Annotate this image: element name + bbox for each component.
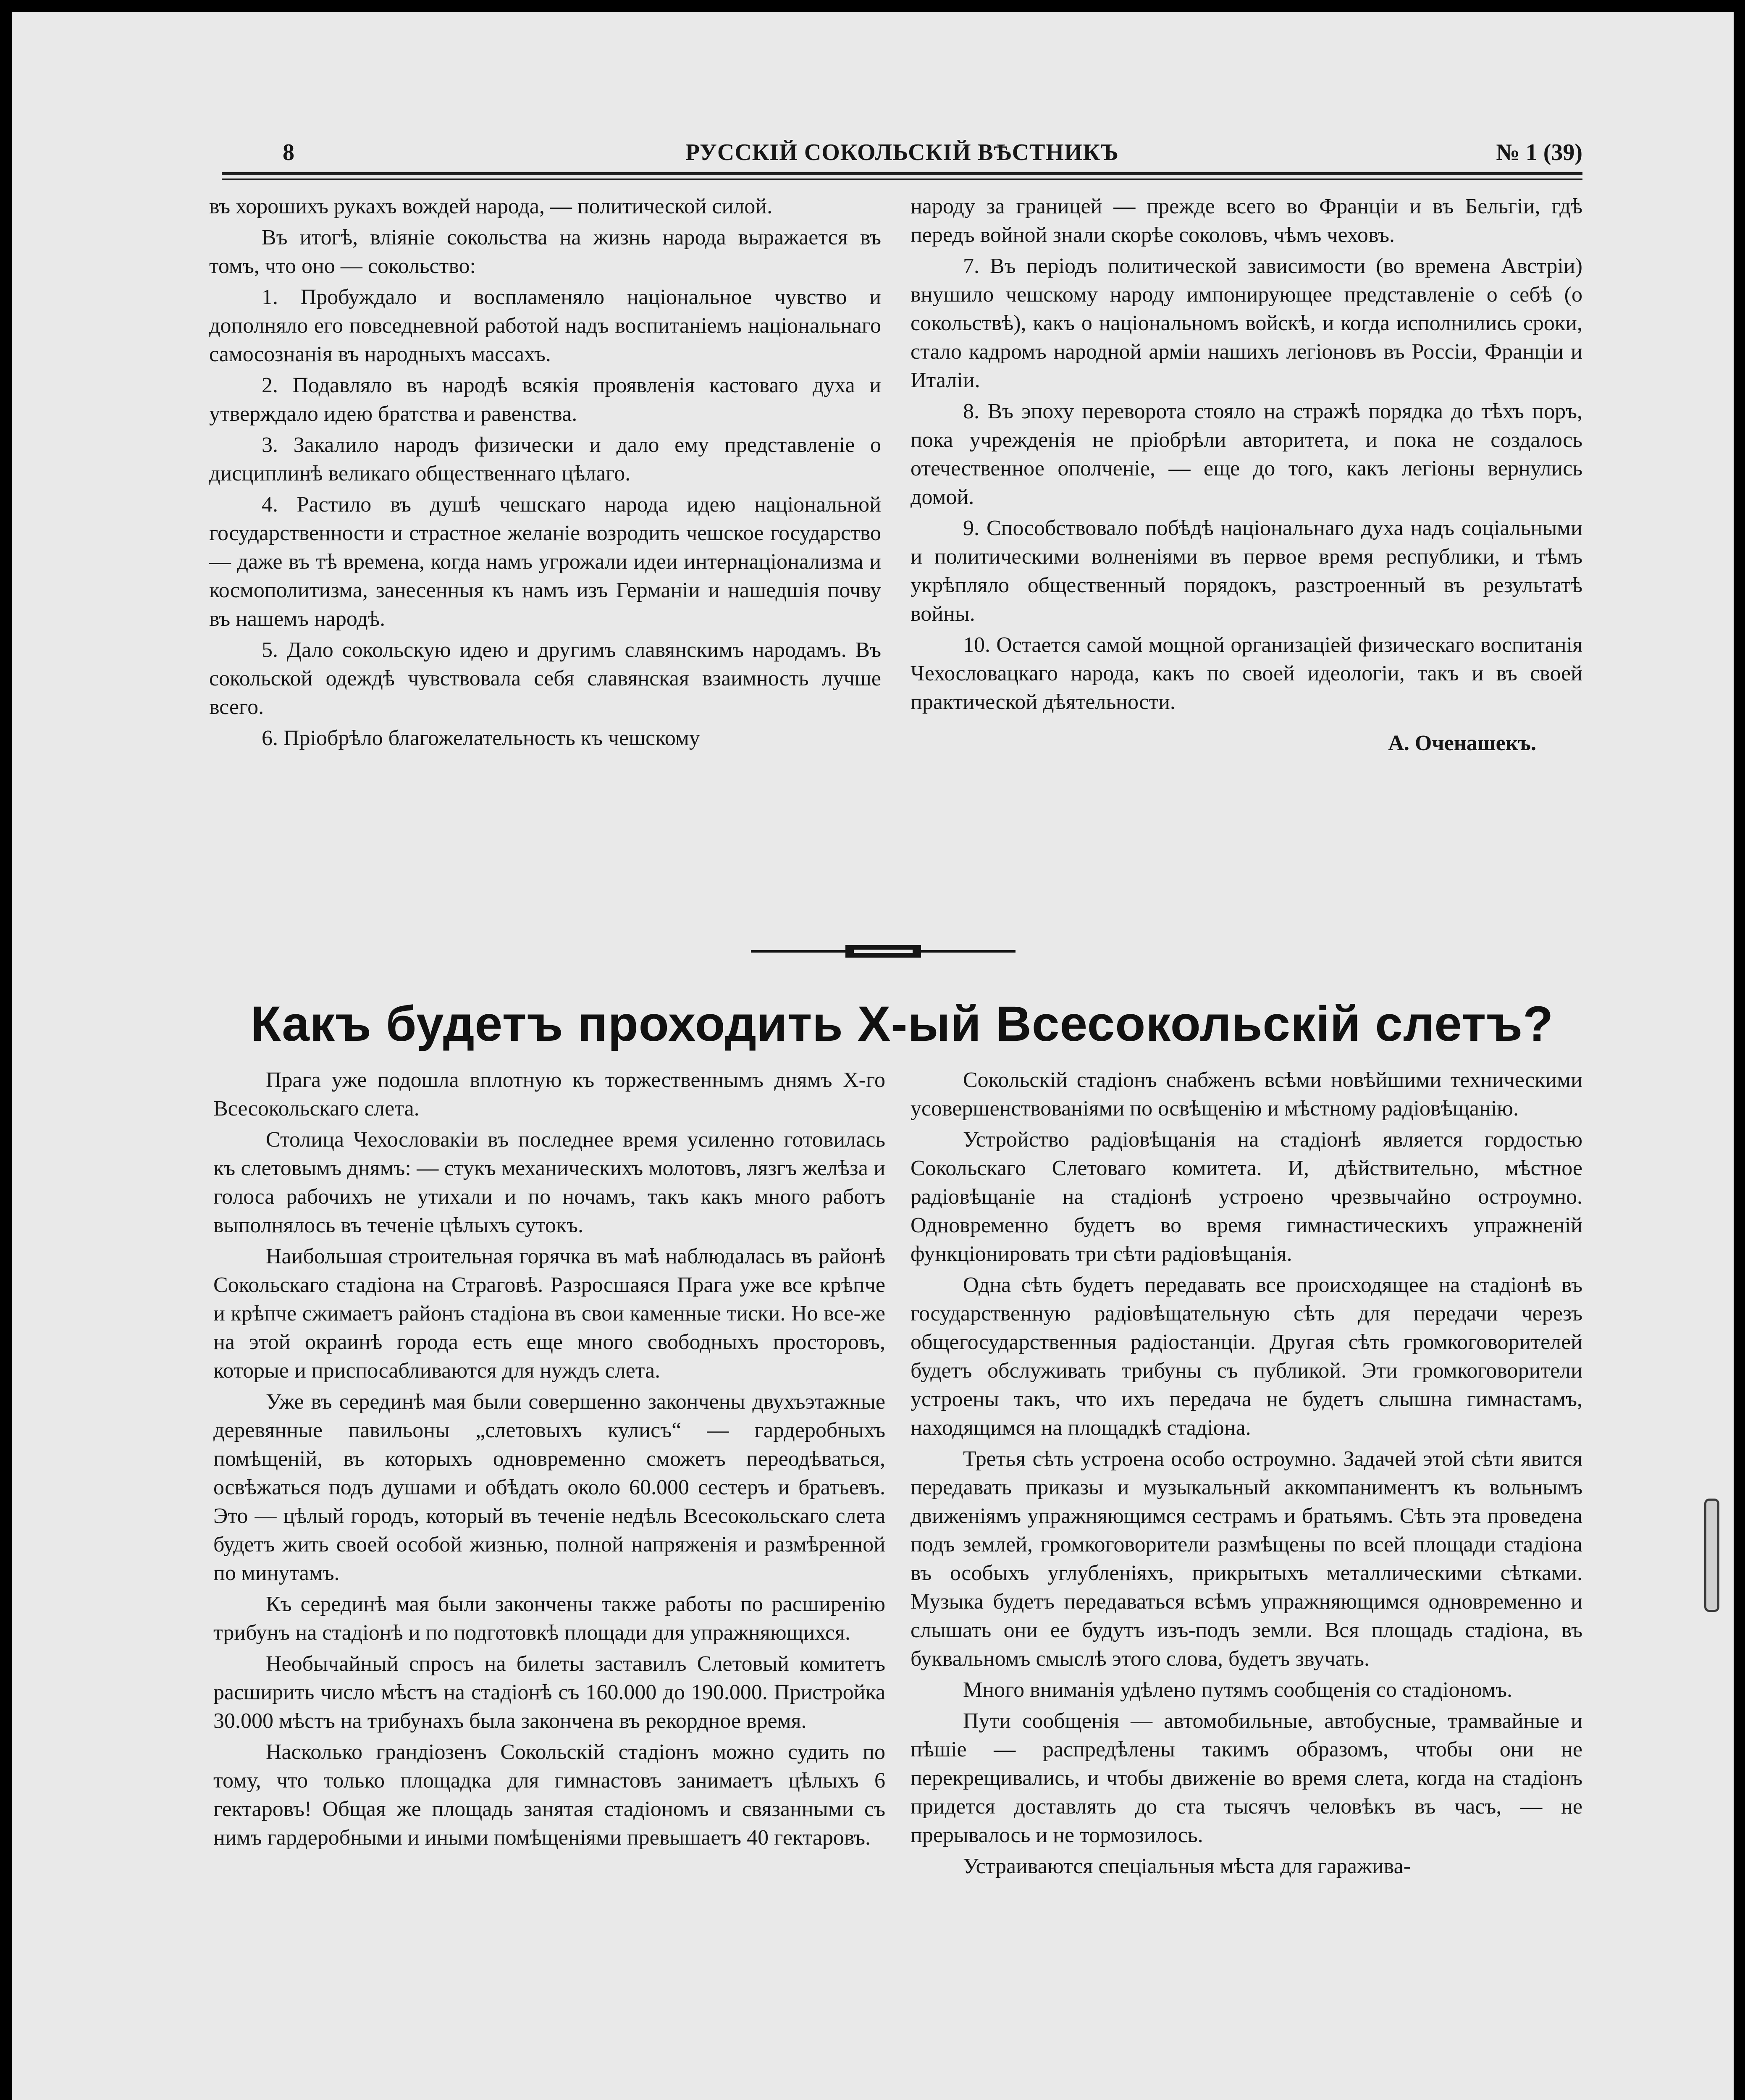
paragraph: Прага уже подошла вплотную къ торжественнымъ днямъ Х-го Всесокольскаго слета. (213, 1068, 885, 1121)
paragraph: 7. Въ періодъ политической зависимости (во времена Австріи) внушило чешскому народу импонирующее представленіе о себѣ (о сокольствѣ), какъ о національномъ войскѣ, и когда исполнились сроки, стало кадромъ народной арміи нашихъ легіоновъ въ Россіи, Франціи и Италіи. (911, 254, 1582, 392)
paragraph: Необычайный спросъ на билеты заставилъ Слетовый комитетъ расширить число мѣстъ на стадіонѣ съ 160.000 до 190.000. Пристройка 30.000 мѣстъ на трибунахъ была закончена въ рекордное время. (213, 1652, 885, 1733)
paragraph: Столица Чехословакіи въ последнее время усиленно готовилась къ слетовымъ днямъ: — стукъ механическихъ молотовъ, лязгъ желѣза и голоса рабочихъ не утихали и по ночамъ, такъ какъ много работъ выполнялось въ теченіе цѣлыхъ сутокъ. (213, 1128, 885, 1237)
paragraph: 8. Въ эпоху переворота стояло на стражѣ порядка до тѣхъ поръ, пока учрежденія не пріобрѣли авторитета, и пока не создалось отечественное ополченіе, — еще до того, какъ легіоны вернулись домой. (911, 399, 1582, 509)
paragraph: 6. Пріобрѣло благожелательность къ чешскому (262, 726, 700, 750)
author-signature: А. Оченашекъ. (1388, 731, 1536, 755)
page-header (222, 140, 1582, 165)
paragraph: 9. Способствовало побѣдѣ національнаго духа надъ соціальными и политическими волненіями въ первое время республики, и тѣмъ укрѣпляло общественный порядокъ, разстроенный въ результатѣ войны. (911, 516, 1582, 626)
paragraph: Въ итогѣ, вліяніе сокольства на жизнь народа выражается въ томъ, что оно — сокольство: (209, 226, 881, 278)
paragraph: 1. Пробуждало и воспламеняло національное чувство и дополняло его повседневной работой надъ воспитаніемъ національнаго самосознанія въ народныхъ массахъ. (209, 285, 881, 366)
paragraph: въ хорошихъ рукахъ вождей народа, — политической силой. (209, 194, 773, 218)
paragraph: Третья сѣть устроена особо остроумно. Задачей этой сѣти явится передавать приказы и музыкальный аккомпаниментъ къ вольнымъ движеніямъ упражняющимся сестрамъ и братьямъ. Сѣть эта проведена подъ землей, громкоговорители размѣщены по всей площади стадіона въ особыхъ углубленіяхъ, прикрытыхъ металлическими сѣтками. Музыка будетъ передаваться всѣмъ упражняющимся одновременно и слышать они ее будутъ изъ-подъ земли. Вся площадь стадіона, въ буквальномъ смыслѣ этого слова, будетъ звучать. (911, 1447, 1582, 1671)
article2-right-column (911, 1066, 1582, 1883)
divider-center-block (845, 945, 921, 958)
paragraph: Наибольшая строительная горячка въ маѣ наблюдалась въ районѣ Сокольскаго стадіона на Страговѣ. Разросшаяся Прага уже все крѣпче и крѣпче сжимаетъ районъ стадіона въ свои каменные тиски. Но все-же на этой окраинѣ города есть еще много свободныхъ просторовъ, которые и приспосабливаются для нуждъ слета. (213, 1244, 885, 1383)
paragraph: Устраиваются спеціальныя мѣста для гаражива- (963, 1854, 1411, 1878)
newspaper-page (12, 12, 1734, 2100)
paragraph: Много вниманія удѣлено путямъ сообщенія со стадіономъ. (963, 1678, 1512, 1702)
article1-left-column (209, 192, 881, 755)
binding-clip (1704, 1499, 1719, 1612)
paragraph: Сокольскій стадіонъ снабженъ всѣми новѣйшими техническими усовершенствованіями по освѣщенію и мѣстному радіовѣщанію. (911, 1068, 1582, 1121)
paragraph: 10. Остается самой мощной организаціей физическаго воспитанія Чехословацкаго народа, какъ по своей идеологіи, такъ и въ своей практической дѣятельности. (911, 633, 1582, 714)
paragraph: Пути сообщенія — автомобильные, автобусные, трамвайные и пѣшіе — распредѣлены такимъ образомъ, чтобы они не перекрещивались, и чтобы движеніе во время слета, когда на стадіонъ придется доставлять до ста тысячъ человѣкъ въ часъ, — не прерывалось и не тормозилось. (911, 1709, 1582, 1847)
page-number: 8 (283, 139, 294, 165)
header-rule-thin (222, 178, 1582, 180)
paragraph: Уже въ серединѣ мая были совершенно закончены двухъэтажные деревянные павильоны „слетовыхъ кулисъ“ — гардеробныхъ помѣщеній, въ которыхъ одновременно сможетъ переодѣваться, освѣжаться подъ душами и обѣдать около 60.000 сестеръ и братьевъ. Это — цѣлый городъ, который въ теченіе недѣль Всесокольскаго слета будетъ жить своей особой жизнью, полной напряженія и размѣренной по минутамъ. (213, 1390, 885, 1585)
paragraph: 5. Дало сокольскую идею и другимъ славянскимъ народамъ. Въ сокольской одеждѣ чувствовала себя славянская взаимность лучше всего. (209, 638, 881, 719)
paragraph: 2. Подавляло въ народѣ всякія проявленія кастоваго духа и утверждало идею братства и равенства. (209, 373, 881, 426)
paragraph: Насколько грандіозенъ Сокольскій стадіонъ можно судить по тому, что только площадка для гимнастовъ занимаетъ цѣлыхъ 6 гектаровъ! Общая же площадь занятая стадіономъ и связанными съ нимъ гардеробными и иными помѣщеніями превышаетъ 40 гектаровъ. (213, 1740, 885, 1850)
article1-right-column (911, 192, 1582, 760)
paragraph: Устройство радіовѣщанія на стадіонѣ является гордостью Сокольскаго Слетоваго комитета. И, дѣйствительно, мѣстное радіовѣщаніе на стадіонѣ устроено чрезвычайно остроумно. Одновременно будетъ во время гимнастическихъ упражненій функціонировать три сѣти радіовѣщанія. (911, 1128, 1582, 1266)
article2-headline: Какъ будетъ проходить Х-ый Всесокольскій слетъ? (250, 996, 1554, 1052)
journal-title: РУССКІЙ СОКОЛЬСКІЙ ВѢСТНИКЪ (685, 139, 1119, 165)
paragraph: Къ серединѣ мая были закончены также работы по расширенію трибунъ на стадіонѣ и по подготовкѣ площади для упражняющихся. (213, 1592, 885, 1645)
paragraph: 3. Закалило народъ физически и дало ему представленіе о дисциплинѣ великаго общественнаго цѣлаго. (209, 433, 881, 486)
issue-number: № 1 (39) (1496, 139, 1582, 165)
article2-left-column (213, 1066, 885, 1855)
header-rule-thick (222, 172, 1582, 175)
paragraph: Одна сѣть будетъ передавать все происходящее на стадіонѣ въ государственную радіовѣщательную сѣть для передачи черезъ общегосударственныя радіостанціи. Другая сѣть громкоговорителей будетъ обслуживать трибуны съ публикой. Эти громкоговорители устроены такъ, что ихъ передача не будетъ слышна гимнастамъ, находящимся на площадкѣ стадіона. (911, 1273, 1582, 1440)
section-divider-ornament (751, 943, 1016, 960)
paragraph: 4. Растило въ душѣ чешскаго народа идею національной государственности и страстное желаніе возродить чешское государство — даже въ тѣ времена, когда намъ угрожали идеи интернаціонализма и космополитизма, занесенныя къ намъ изъ Германіи и нашедшія почву въ нашемъ народѣ. (209, 493, 881, 631)
paragraph: народу за границей — прежде всего во Франціи и въ Бельгіи, гдѣ передъ войной знали скорѣе соколовъ, чѣмъ чеховъ. (911, 194, 1582, 247)
